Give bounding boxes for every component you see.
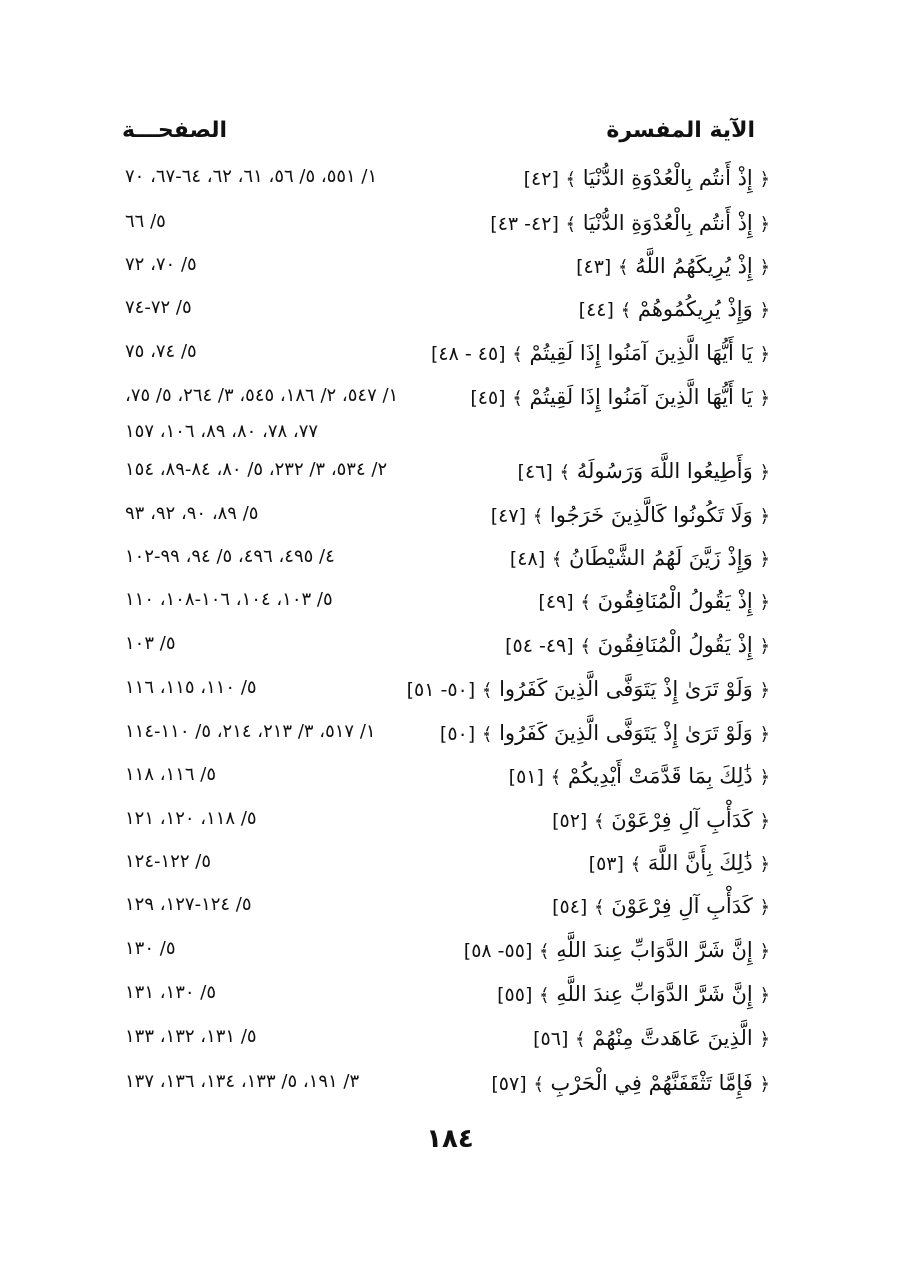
ornate-bracket-close: ﴾ xyxy=(512,344,523,365)
ornate-bracket-open: ﴿ xyxy=(759,767,770,788)
ayah-number: [٤٩] xyxy=(538,591,574,613)
index-row xyxy=(0,1070,900,1110)
ayah-text: ذَٰلِكَ بِأَنَّ اللَّهَ xyxy=(647,851,753,875)
ornate-bracket-close: ﴾ xyxy=(539,941,550,962)
page-references: ٥/ ١٣٠، ١٣١ xyxy=(125,982,217,1003)
ayah-text: إِذْ أَنتُم بِالْعُدْوَةِ الدُّنْيَا xyxy=(582,211,753,235)
page-references: ٢/ ٥٣٤، ٣/ ٢٣٢، ٥/ ٨٠، ٨٤-٨٩، ١٥٤ xyxy=(125,459,388,480)
ornate-bracket-open: ﴿ xyxy=(759,811,770,832)
index-row xyxy=(0,165,900,205)
ayah-text: وَلَوْ تَرَىٰ إِذْ يَتَوَفَّى الَّذِينَ كَفَرُوا xyxy=(499,721,753,745)
index-row xyxy=(0,937,900,977)
ornate-bracket-open: ﴿ xyxy=(759,388,770,409)
index-row xyxy=(0,981,900,1021)
ornate-bracket-close: ﴾ xyxy=(481,680,493,701)
page-references: ٥/ ١٠٣ xyxy=(125,633,176,654)
ornate-bracket-close: ﴾ xyxy=(580,592,591,613)
ornate-bracket-open: ﴿ xyxy=(759,680,770,701)
ayah-text: إِنَّ شَرَّ الدَّوَابِّ عِندَ اللَّهِ xyxy=(556,938,753,962)
index-row xyxy=(0,763,900,803)
page-references: ٣/ ١٩١، ٥/ ١٣٣، ١٣٤، ١٣٦، ١٣٧ xyxy=(125,1071,360,1092)
ayah-entry xyxy=(464,937,770,964)
ornate-bracket-open: ﴿ xyxy=(759,257,770,278)
ornate-bracket-close: ﴾ xyxy=(532,506,544,527)
ayah-number: [٤٥ - ٤٨] xyxy=(430,343,506,365)
index-row xyxy=(0,676,900,716)
index-row xyxy=(0,384,900,442)
ayah-text: إِذْ يَقُولُ الْمُنَافِقُونَ xyxy=(597,589,753,613)
ayah-text: الَّذِينَ عَاهَدتَّ مِنْهُمْ xyxy=(592,1026,753,1050)
ayah-entry xyxy=(524,165,770,192)
ayah-entry xyxy=(491,502,770,529)
ayah-entry xyxy=(576,253,770,280)
ayah-entry xyxy=(470,384,770,411)
ornate-bracket-open: ﴿ xyxy=(759,941,770,962)
ornate-bracket-open: ﴿ xyxy=(759,344,770,365)
ayah-entry xyxy=(538,588,770,615)
ayah-column-heading: الآية المفسرة xyxy=(606,118,755,143)
ornate-bracket-close: ﴾ xyxy=(565,169,577,190)
ornate-bracket-close: ﴾ xyxy=(620,300,632,321)
page-column-heading: الصفحـــة xyxy=(122,118,228,143)
page-references: ٥/ ١١٠، ١١٥، ١١٦ xyxy=(125,677,257,698)
ayah-number: [٤٤] xyxy=(578,299,614,321)
index-row xyxy=(0,458,900,498)
ornate-bracket-open: ﴿ xyxy=(759,985,770,1006)
ornate-bracket-open: ﴿ xyxy=(759,592,770,613)
ornate-bracket-close: ﴾ xyxy=(559,462,571,483)
ayah-number: [٤٧] xyxy=(490,505,526,527)
ayah-text: وَأَطِيعُوا اللَّهَ وَرَسُولَهُ xyxy=(576,459,753,483)
ayah-entry xyxy=(407,676,770,703)
ornate-bracket-close: ﴾ xyxy=(594,897,605,918)
index-row xyxy=(0,210,900,250)
ornate-bracket-open: ﴿ xyxy=(759,854,770,875)
index-row xyxy=(0,296,900,336)
page-references: ٤/ ٤٩٥، ٤٩٦، ٥/ ٩٤، ٩٩-١٠٢ xyxy=(125,546,335,567)
ayah-entry xyxy=(505,632,770,659)
ayah-entry xyxy=(552,893,770,920)
ornate-bracket-open: ﴿ xyxy=(759,214,770,235)
index-row xyxy=(0,545,900,585)
ornate-bracket-close: ﴾ xyxy=(575,1029,586,1050)
ayah-entry xyxy=(431,340,770,367)
page-references: ١/ ٥٥١، ٥/ ٥٦، ٦١، ٦٢، ٦٤-٦٧، ٧٠ xyxy=(125,166,378,187)
ornate-bracket-open: ﴿ xyxy=(759,462,770,483)
ornate-bracket-open: ﴿ xyxy=(759,897,770,918)
ayah-text: وَلَا تَكُونُوا كَالَّذِينَ خَرَجُوا xyxy=(549,503,753,527)
page-references: ٥/ ٧٤، ٧٥ xyxy=(125,341,197,362)
ayah-entry xyxy=(589,850,770,877)
ornate-bracket-close: ﴾ xyxy=(580,636,591,657)
page-references: ٥/ ١١٨، ١٢٠، ١٢١ xyxy=(125,808,257,829)
ornate-bracket-open: ﴿ xyxy=(759,1074,770,1095)
ayah-number: [٥٧] xyxy=(491,1073,527,1095)
page-references: ٥/ ١١٦، ١١٨ xyxy=(125,764,217,785)
ornate-bracket-close: ﴾ xyxy=(512,388,523,409)
ayah-number: [٥٠- ٥١] xyxy=(406,679,476,701)
page-references: ١/ ٥١٧، ٣/ ٢١٣، ٢١٤، ٥/ ١١٠-١١٤ xyxy=(125,721,376,742)
ayah-text: وَلَوْ تَرَىٰ إِذْ يَتَوَفَّى الَّذِينَ كَفَرُوا xyxy=(499,677,753,701)
ayah-number: [٥٥- ٥٨] xyxy=(463,940,533,962)
ayah-entry xyxy=(440,720,770,747)
ayah-entry xyxy=(490,210,770,237)
index-row xyxy=(0,893,900,933)
page-references: ٥/ ٨٩، ٩٠، ٩٢، ٩٣ xyxy=(125,503,259,524)
ayah-text: ذَٰلِكَ بِمَا قَدَّمَتْ أَيْدِيكُمْ xyxy=(567,764,753,788)
ayah-number: [٤٩- ٥٤] xyxy=(505,635,574,657)
ayah-number: [٥٠] xyxy=(439,723,476,745)
page-number: ١٨٤ xyxy=(426,1124,474,1154)
ayah-text: فَإِمَّا تَثْقَفَنَّهُمْ فِي الْحَرْبِ xyxy=(550,1071,753,1095)
ayah-text: كَدَأْبِ آلِ فِرْعَوْنَ xyxy=(611,808,753,832)
ornate-bracket-open: ﴿ xyxy=(759,506,770,527)
index-row xyxy=(0,720,900,760)
ayah-entry xyxy=(518,458,770,485)
ayah-entry xyxy=(533,1025,770,1052)
ayah-text: وَإِذْ يُرِيكُمُوهُمْ xyxy=(637,297,753,321)
ornate-bracket-close: ﴾ xyxy=(539,985,550,1006)
ayah-text: يَا أَيُّهَا الَّذِينَ آمَنُوا إِذَا لَقِيتُمْ xyxy=(529,341,753,365)
ornate-bracket-close: ﴾ xyxy=(618,257,629,278)
ayah-text: إِذْ يَقُولُ الْمُنَافِقُونَ xyxy=(597,633,753,657)
ayah-number: [٥١] xyxy=(508,766,544,788)
ayah-text: كَدَأْبِ آلِ فِرْعَوْنَ xyxy=(611,894,753,918)
ornate-bracket-close: ﴾ xyxy=(551,549,563,570)
index-row xyxy=(0,632,900,672)
ayah-number: [٤٣] xyxy=(576,256,612,278)
ayah-number: [٥٣] xyxy=(588,853,624,875)
ayah-number: [٤٢] xyxy=(523,168,559,190)
page-references: ٥/ ١٠٣، ١٠٤، ١٠٦-١٠٨، ١١٠ xyxy=(125,589,333,610)
page-references: ٥/ ١٣٠ xyxy=(125,938,176,959)
ayah-text: إِذْ يُرِيكَهُمُ اللَّهُ xyxy=(635,254,753,278)
ayah-number: [٥٤] xyxy=(552,896,588,918)
ayah-text: وَإِذْ زَيَّنَ لَهُمُ الشَّيْطَانُ xyxy=(569,546,753,570)
index-row xyxy=(0,502,900,542)
ayah-text: إِنَّ شَرَّ الدَّوَابِّ عِندَ اللَّهِ xyxy=(556,982,753,1006)
index-row xyxy=(0,850,900,890)
page-references: ١/ ٥٤٧، ٢/ ١٨٦، ٥٤٥، ٣/ ٢٦٤، ٥/ ٧٥، xyxy=(125,385,399,406)
ayah-number: [٤٨] xyxy=(509,548,546,570)
ornate-bracket-close: ﴾ xyxy=(594,811,605,832)
ayah-number: [٥٦] xyxy=(533,1028,569,1050)
index-row xyxy=(0,340,900,380)
ayah-entry xyxy=(509,763,770,790)
ornate-bracket-close: ﴾ xyxy=(481,724,493,745)
index-row xyxy=(0,253,900,293)
ayah-text: يَا أَيُّهَا الَّذِينَ آمَنُوا إِذَا لَقِيتُمْ xyxy=(529,385,753,409)
index-row xyxy=(0,588,900,628)
ayah-number: [٤٢- ٤٣] xyxy=(490,213,559,235)
index-row xyxy=(0,1025,900,1065)
ayah-text: إِذْ أَنتُم بِالْعُدْوَةِ الدُّنْيَا xyxy=(582,166,753,190)
page-references: ٥/ ٧٠، ٧٢ xyxy=(125,254,197,275)
ornate-bracket-open: ﴿ xyxy=(759,1029,770,1050)
page-references: ٥/ ١٢٢-١٢٤ xyxy=(125,851,211,872)
ornate-bracket-close: ﴾ xyxy=(533,1074,544,1095)
ayah-number: [٤٦] xyxy=(517,461,553,483)
ayah-number: [٥٢] xyxy=(552,810,588,832)
ayah-entry xyxy=(491,1070,770,1097)
ayah-entry xyxy=(579,296,770,323)
ornate-bracket-close: ﴾ xyxy=(630,854,642,875)
page-references: ٥/ ٧٢-٧٤ xyxy=(125,297,192,318)
ornate-bracket-open: ﴿ xyxy=(759,169,770,190)
ayah-entry xyxy=(510,545,770,572)
ornate-bracket-open: ﴿ xyxy=(759,724,770,745)
page-references: ٥/ ٦٦ xyxy=(125,211,166,232)
ornate-bracket-open: ﴿ xyxy=(759,549,770,570)
ayah-entry xyxy=(552,807,770,834)
ayah-entry xyxy=(497,981,770,1008)
ornate-bracket-open: ﴿ xyxy=(759,300,770,321)
ornate-bracket-close: ﴾ xyxy=(550,767,562,788)
ayah-number: [٥٥] xyxy=(497,984,533,1006)
page-references: ٥/ ١٣١، ١٣٢، ١٣٣ xyxy=(125,1026,257,1047)
ayah-number: [٤٥] xyxy=(470,387,506,409)
index-row xyxy=(0,807,900,847)
ornate-bracket-open: ﴿ xyxy=(759,636,770,657)
ornate-bracket-close: ﴾ xyxy=(565,214,577,235)
page-references-continued: ٧٧، ٧٨، ٨٠، ٨٩، ١٠٦، ١٥٧ xyxy=(125,421,319,442)
page-references: ٥/ ١٢٤-١٢٧، ١٢٩ xyxy=(125,894,252,915)
